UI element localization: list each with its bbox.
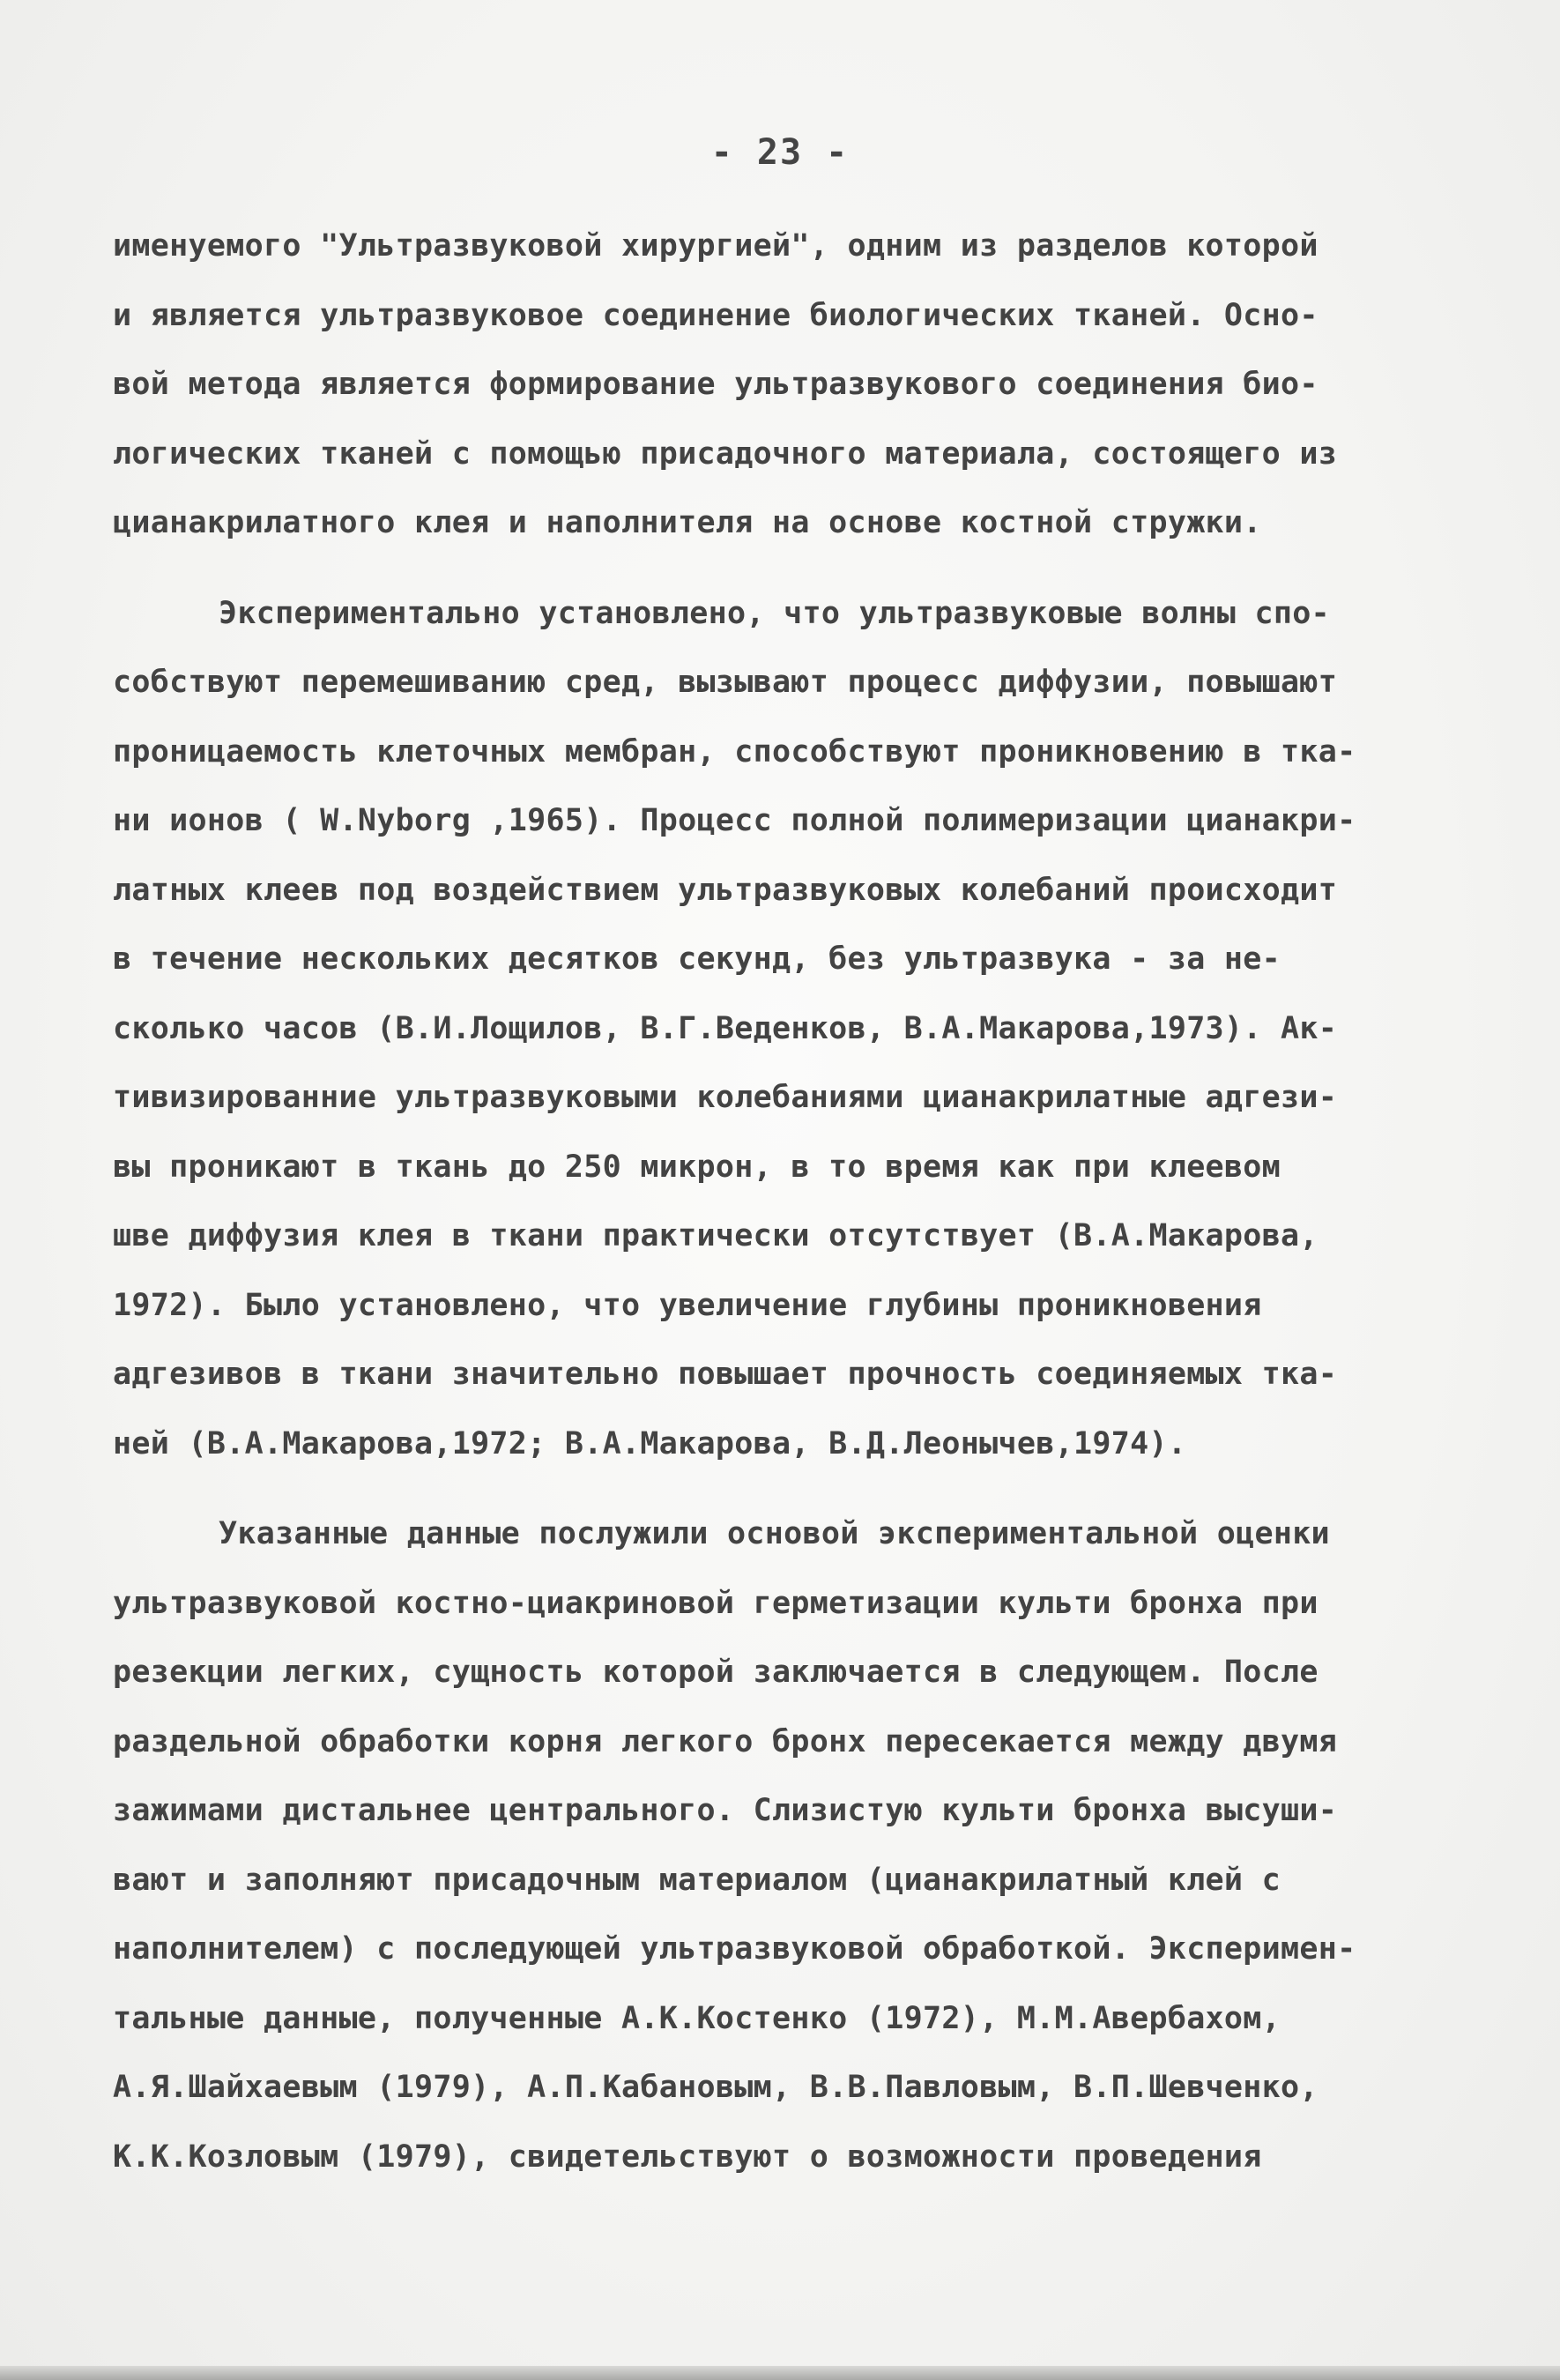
page-number: - 23 - (710, 132, 850, 173)
text-line: адгезивов в ткани значительно повышает прочность соединяемых тка- (113, 1357, 1338, 1392)
text-line: вают и заполняют присадочным материалом (цианакрилатный клей с (113, 1862, 1281, 1898)
text-line: ультразвуковой костно-циакриновой герметизации культи бронха при (113, 1585, 1319, 1621)
text-line: ней (В.А.Макарова,1972; В.А.Макарова, В.Д.Леонычев,1974). (113, 1425, 1187, 1461)
text-line: и является ультразвуковое соединение биологических тканей. Осно- (113, 297, 1319, 333)
text-line: проницаемость клеточных мембран, способствуют проникновению в тка- (113, 733, 1356, 770)
text-line: вой метода является формирование ультразвукового соединения био- (113, 367, 1319, 402)
text-line: именуемого "Ультразвуковой хирургией", одним из разделов которой (113, 228, 1319, 264)
text-line: зажимами дистальнее центрального. Слизистую культи бронха высуши- (113, 1793, 1338, 1828)
text-line: раздельной обработки корня легкого бронх пересекается между двумя (113, 1723, 1338, 1759)
text-line: вы проникают в ткань до 250 микрон, в то время как при клеевом (113, 1149, 1281, 1185)
text-line: резекции легких, сущность которой заключается в следующем. После (113, 1655, 1319, 1690)
text-line: латных клеев под воздействием ультразвуковых колебаний происходит (113, 872, 1338, 908)
text-line: тальные данные, полученные А.К.Костенко (1972), М.М.Авербахом, (113, 2000, 1281, 2036)
text-line: собствуют перемешиванию сред, вызывают процесс диффузии, повышают (113, 665, 1338, 700)
text-line: К.К.Козловым (1979), свидетельствуют о возможности проведения (113, 2138, 1262, 2175)
text-line: шве диффузия клея в ткани практически отсутствует (В.А.Макарова, (113, 1218, 1319, 1253)
text-line: тивизированние ультразвуковыми колебаниями цианакрилатные адгези- (113, 1080, 1338, 1115)
text-line: цианакрилатного клея и наполнителя на основе костной стружки. (113, 505, 1262, 540)
text-line: логических тканей с помощью присадочного материала, состоящего из (113, 435, 1338, 472)
text-line: сколько часов (В.И.Лощилов, В.Г.Веденков, В.А.Макарова,1973). Ак- (113, 1010, 1338, 1046)
text-line: 1972). Было установлено, что увеличение глубины проникновения (113, 1287, 1262, 1323)
text-line: ни ионов ( W.Nyborg ,1965). Процесс полной полимеризации цианакри- (113, 803, 1356, 838)
document-body (113, 212, 1497, 2191)
paragraph-start-line: Указанные данные послужили основой экспериментальной оценки (219, 1516, 1330, 1551)
page-bottom-edge (0, 2366, 1560, 2380)
text-line: А.Я.Шайхаевым (1979), А.П.Кабановым, В.В.Павловым, В.П.Шевченко, (113, 2070, 1319, 2105)
text-line: наполнителем) с последующей ультразвуковой обработкой. Эксперимен- (113, 1931, 1356, 1967)
text-line: в течение нескольких десятков секунд, без ультразвука - за не- (113, 941, 1281, 977)
paragraph-start-line: Экспериментально установлено, что ультразвуковые волны спо- (219, 595, 1330, 631)
